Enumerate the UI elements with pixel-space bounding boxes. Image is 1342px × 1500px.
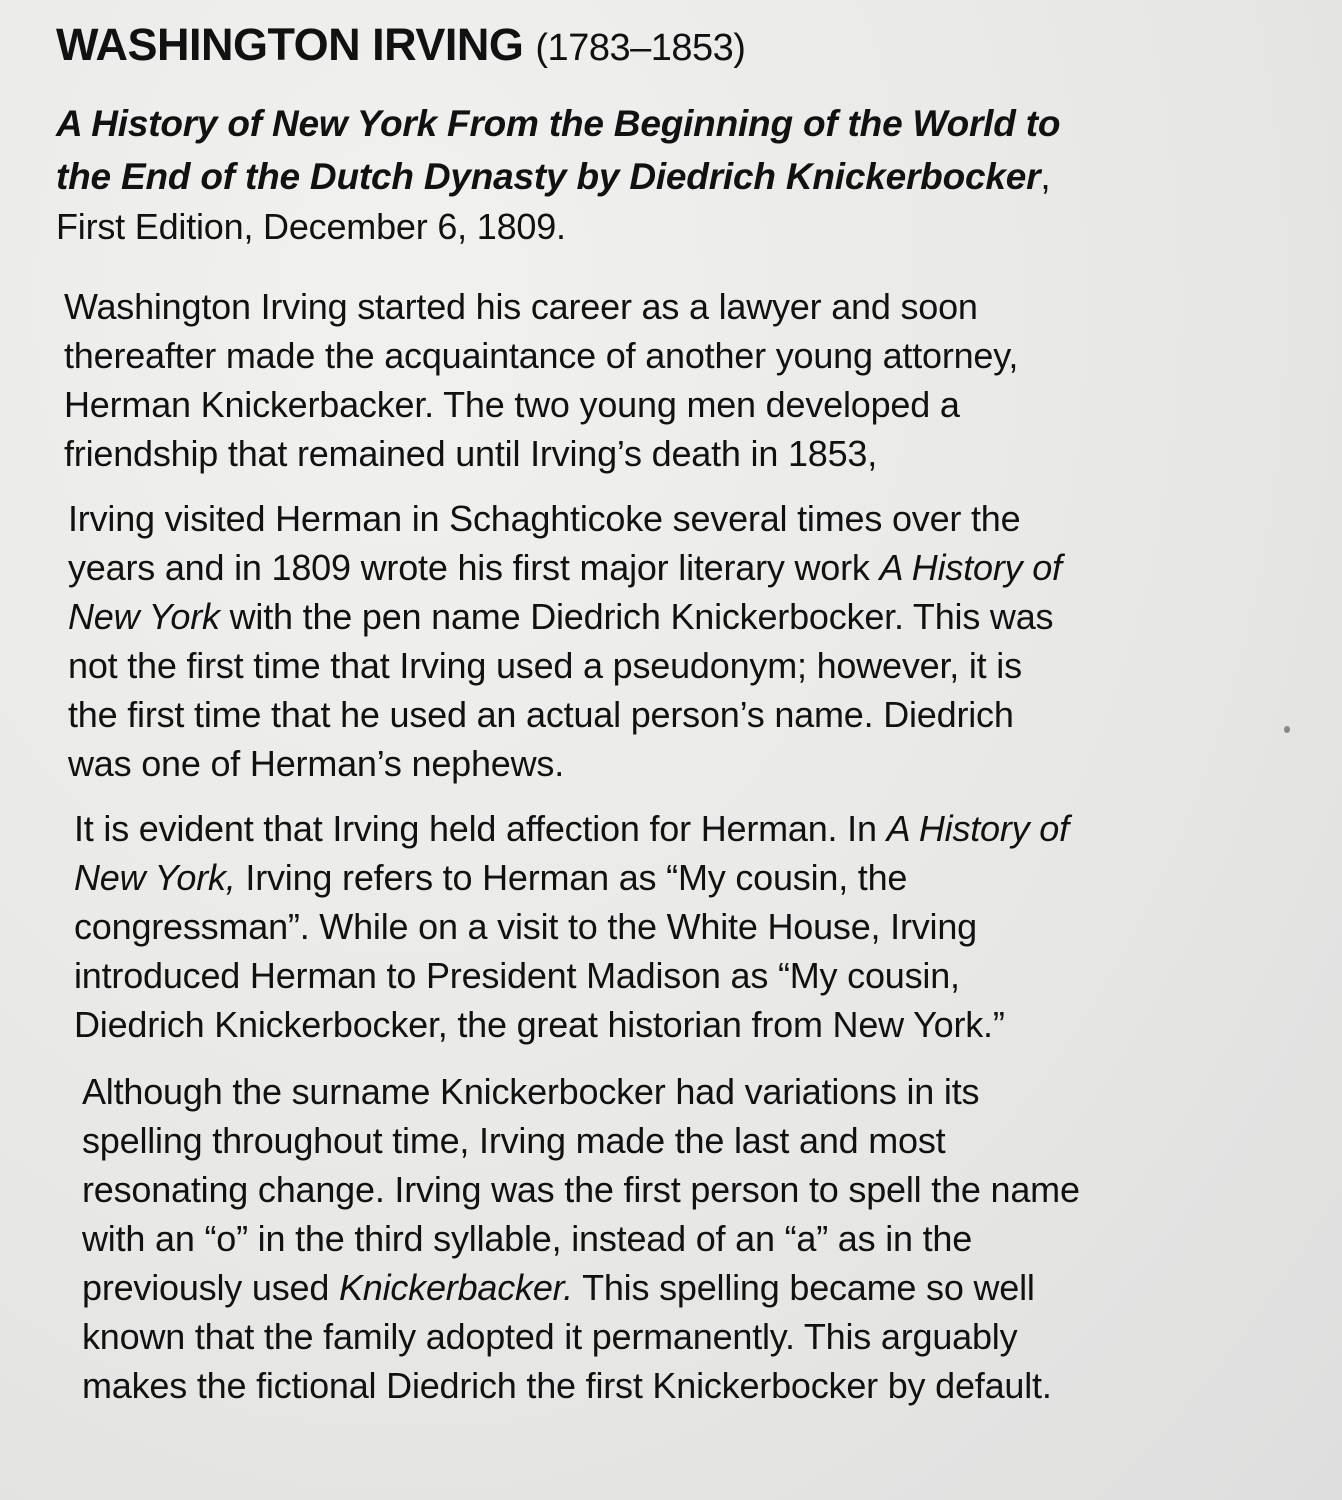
text-segment: This spelling became so well (572, 1267, 1035, 1308)
book-citation (56, 97, 1302, 251)
text-line: spelling throughout time, Irving made the last and most (82, 1120, 946, 1161)
placard-heading (56, 14, 1302, 79)
text-line (68, 592, 1302, 641)
text-line: Washington Irving started his career as a lawyer and soon (64, 286, 978, 327)
book-title-comma: , (1040, 156, 1051, 197)
dust-speck (1284, 726, 1290, 733)
paragraph-visits (56, 494, 1302, 788)
text-line: thereafter made the acquaintance of another young attorney, (64, 335, 1019, 376)
book-title-line-1: A History of New York From the Beginning of the World to (56, 103, 1061, 144)
text-line: resonating change. Irving was the first person to spell the name (82, 1169, 1080, 1210)
text-segment: with the pen name Diedrich Knickerbocker. This was (219, 596, 1054, 637)
text-line: congressman”. While on a visit to the White House, Irving (74, 906, 977, 947)
text-line: introduced Herman to President Madison as “My cousin, (74, 955, 960, 996)
paragraph-spelling (56, 1067, 1302, 1410)
text-line: with an “o” in the third syllable, instead of an “a” as in the (82, 1218, 973, 1259)
book-edition: First Edition, December 6, 1809. (56, 206, 566, 247)
italic-book-title: New York, (74, 857, 236, 898)
text-line (82, 1263, 1302, 1312)
text-line: makes the fictional Diedrich the first Knickerbocker by default. (82, 1365, 1052, 1406)
paragraph-career (56, 282, 1302, 478)
text-line (74, 804, 1302, 853)
text-segment: It is evident that Irving held affection for Herman. In (74, 808, 887, 849)
italic-book-title: A History of (879, 547, 1062, 588)
text-line: Although the surname Knickerbocker had variations in its (82, 1071, 980, 1112)
book-title-line-2-wrap (56, 150, 1302, 203)
text-line: known that the family adopted it permanently. This arguably (82, 1316, 1018, 1357)
italic-book-title: A History of (886, 808, 1069, 849)
text-line: was one of Herman’s nephews. (68, 743, 565, 784)
text-line: Irving visited Herman in Schaghticoke several times over the (68, 498, 1021, 539)
author-dates: (1783–1853) (535, 27, 746, 69)
text-segment: previously used (82, 1267, 339, 1308)
text-line: not the first time that Irving used a pseudonym; however, it is (68, 645, 1022, 686)
text-line (74, 853, 1302, 902)
text-line: friendship that remained until Irving’s death in 1853, (64, 433, 878, 474)
text-line: Diedrich Knickerbocker, the great historian from New York.” (74, 1004, 1005, 1045)
text-segment: Irving refers to Herman as “My cousin, the (235, 857, 908, 898)
italic-surname: Knickerbacker. (338, 1267, 573, 1308)
book-title-line-2: the End of the Dutch Dynasty by Diedrich Knickerbocker (56, 156, 1041, 197)
text-segment: years and in 1809 wrote his first major literary work (68, 547, 880, 588)
text-line: the first time that he used an actual person’s name. Diedrich (68, 694, 1014, 735)
text-line: Herman Knickerbacker. The two young men developed a (64, 384, 960, 425)
paragraph-affection (56, 804, 1302, 1049)
author-name: WASHINGTON IRVING (56, 19, 524, 70)
text-line (68, 543, 1302, 592)
italic-book-title: New York (68, 596, 220, 637)
